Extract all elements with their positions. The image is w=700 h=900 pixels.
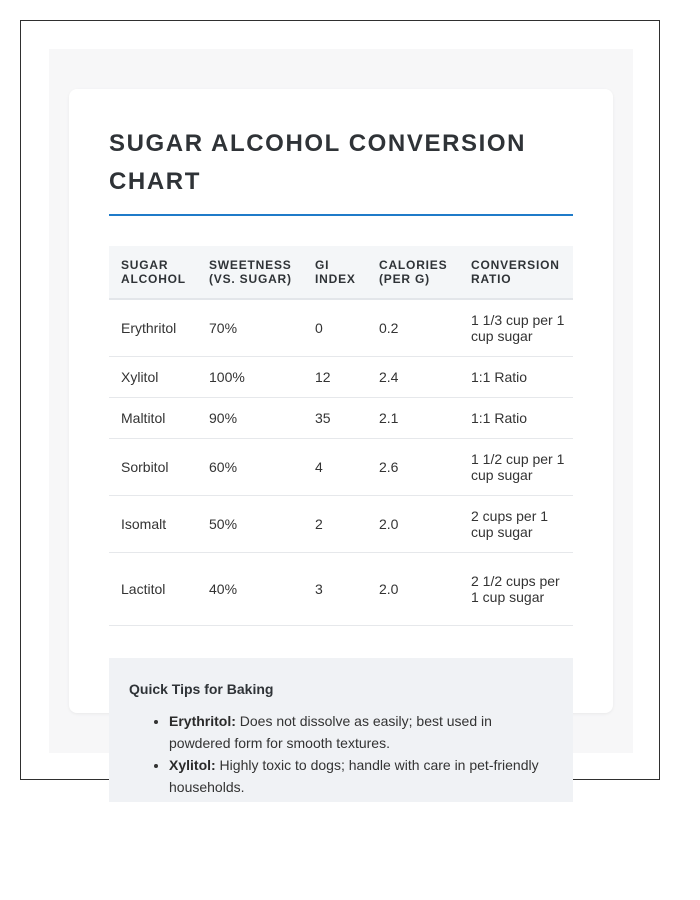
cell-gi-index: 2 — [303, 496, 367, 553]
column-header-sugar-alcohol: SUGAR ALCOHOL — [109, 246, 197, 299]
list-item — [169, 710, 553, 754]
cell-sugar-alcohol: Lactitol — [109, 553, 197, 626]
cell-sweetness: 100% — [197, 357, 303, 398]
tip-text: Does not dissolve as easily; best used in powdered form for smooth textures. — [169, 713, 492, 751]
cell-conversion-ratio: 1 1/3 cup per 1 cup sugar — [459, 299, 573, 357]
main-content — [109, 125, 573, 626]
cell-sweetness: 90% — [197, 398, 303, 439]
cell-gi-index: 3 — [303, 553, 367, 626]
list-item — [169, 754, 553, 798]
cell-conversion-ratio: 1:1 Ratio — [459, 398, 573, 439]
cell-sweetness: 40% — [197, 553, 303, 626]
page-title: SUGAR ALCOHOL CONVERSION CHART — [109, 130, 527, 195]
title-underline — [109, 214, 573, 216]
cell-calories: 2.4 — [367, 357, 459, 398]
cell-sugar-alcohol: Sorbitol — [109, 439, 197, 496]
cell-sugar-alcohol: Maltitol — [109, 398, 197, 439]
table-row — [109, 299, 573, 357]
cell-gi-index: 0 — [303, 299, 367, 357]
cell-calories: 2.1 — [367, 398, 459, 439]
tip-term: Xylitol: — [169, 757, 216, 773]
column-header-sweetness: SWEETNESS (VS. SUGAR) — [197, 246, 303, 299]
cell-sugar-alcohol: Erythritol — [109, 299, 197, 357]
cell-gi-index: 35 — [303, 398, 367, 439]
table-row — [109, 439, 573, 496]
cell-calories: 2.6 — [367, 439, 459, 496]
table-row — [109, 398, 573, 439]
table-row — [109, 357, 573, 398]
column-header-calories: CALORIES (PER G) — [367, 246, 459, 299]
cell-conversion-ratio: 1:1 Ratio — [459, 357, 573, 398]
tips-title: Quick Tips for Baking — [129, 681, 274, 697]
cell-sweetness: 60% — [197, 439, 303, 496]
tips-list — [129, 710, 553, 798]
baking-tips-box — [109, 658, 573, 802]
table-header-row — [109, 246, 573, 299]
column-header-conversion-ratio: CONVERSION RATIO — [459, 246, 573, 299]
cell-sugar-alcohol: Xylitol — [109, 357, 197, 398]
cell-sweetness: 70% — [197, 299, 303, 357]
cell-calories: 0.2 — [367, 299, 459, 357]
tip-term: Erythritol: — [169, 713, 236, 729]
tip-text: Highly toxic to dogs; handle with care in pet-friendly households. — [169, 757, 539, 795]
cell-calories: 2.0 — [367, 553, 459, 626]
cell-conversion-ratio: 2 cups per 1 cup sugar — [459, 496, 573, 553]
cell-conversion-ratio: 2 1/2 cups per 1 cup sugar — [459, 553, 573, 626]
cell-conversion-ratio: 1 1/2 cup per 1 cup sugar — [459, 439, 573, 496]
cell-calories: 2.0 — [367, 496, 459, 553]
cell-sweetness: 50% — [197, 496, 303, 553]
conversion-table — [109, 246, 573, 626]
cell-sugar-alcohol: Isomalt — [109, 496, 197, 553]
column-header-gi-index: GI INDEX — [303, 246, 367, 299]
cell-gi-index: 4 — [303, 439, 367, 496]
cell-gi-index: 12 — [303, 357, 367, 398]
table-row — [109, 553, 573, 626]
table-row — [109, 496, 573, 553]
